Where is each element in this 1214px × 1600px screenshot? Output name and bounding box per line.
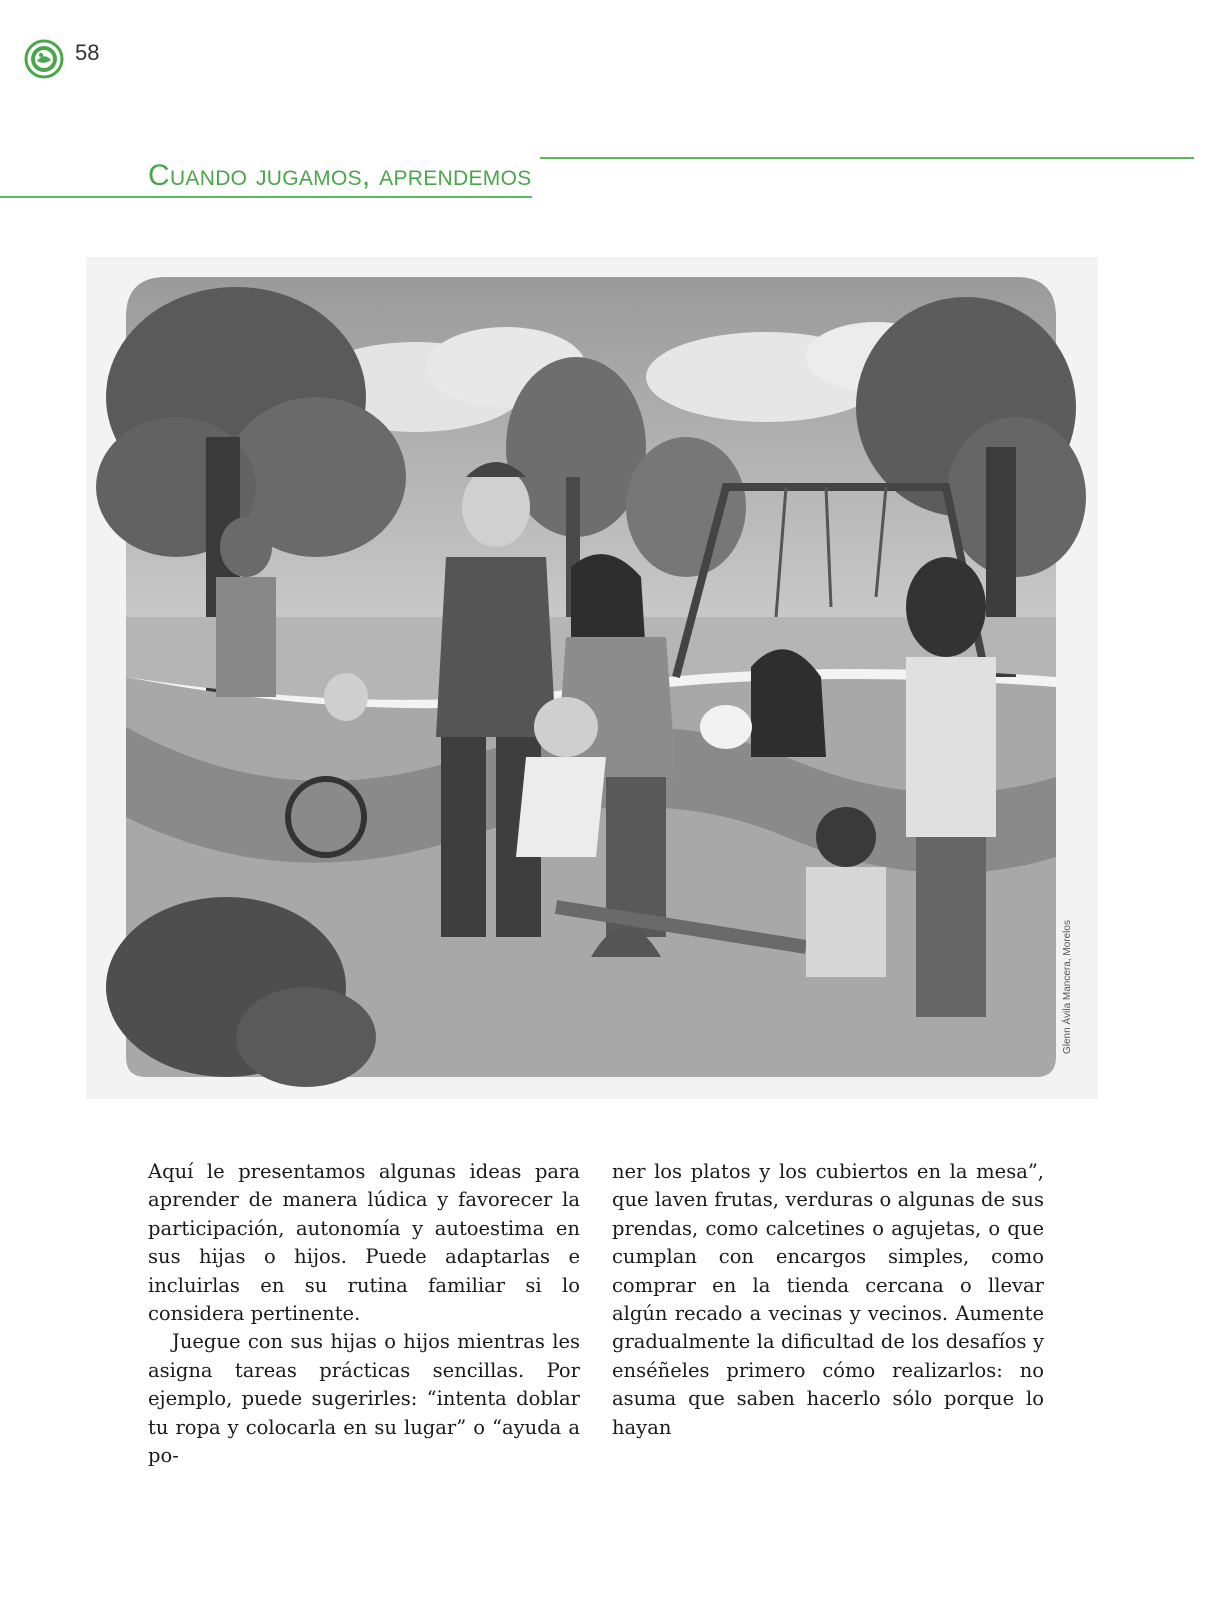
paragraph: Aquí le presentamos algunas ideas para aprender de manera lúdica y favorecer la participación, autonomía y autoestima en sus hijas o hijos. Puede adaptarlas e incluirlas en su rutina familiar si lo considera pertinente. bbox=[148, 1160, 580, 1326]
body-column-left bbox=[148, 1158, 580, 1470]
header-rule-left bbox=[0, 196, 532, 198]
playground-illustration bbox=[86, 257, 1098, 1099]
section-title: Cuando jugamos, aprendemos bbox=[148, 159, 532, 192]
header-rule-right bbox=[540, 157, 1194, 159]
paragraph: Juegue con sus hijas o hijos mientras les asigna tareas prácticas sencillas. Por ejemplo, puede sugerirles: “intenta doblar tu ropa y colocarla en su lugar” o “ayuda a po- bbox=[148, 1330, 580, 1468]
circular-emblem-icon bbox=[24, 39, 64, 79]
paragraph: ner los platos y los cubiertos en la mesa”, que laven frutas, verduras o algunas de sus prendas, como calcetines o agujetas, o que cumplan con encargos simples, como comprar en la tienda cercana o llevar algún recado a vecinas y vecinos. Aumente gradualmente la dificultad de los desafíos y enséñeles primero cómo realizarlos: no asuma que saben hacerlo sólo porque lo hayan bbox=[612, 1160, 1044, 1439]
body-column-right bbox=[612, 1158, 1044, 1442]
page-number: 58 bbox=[75, 40, 100, 65]
illustration-credit: Glenn Ávila Mancera, Morelos bbox=[1062, 920, 1073, 1054]
